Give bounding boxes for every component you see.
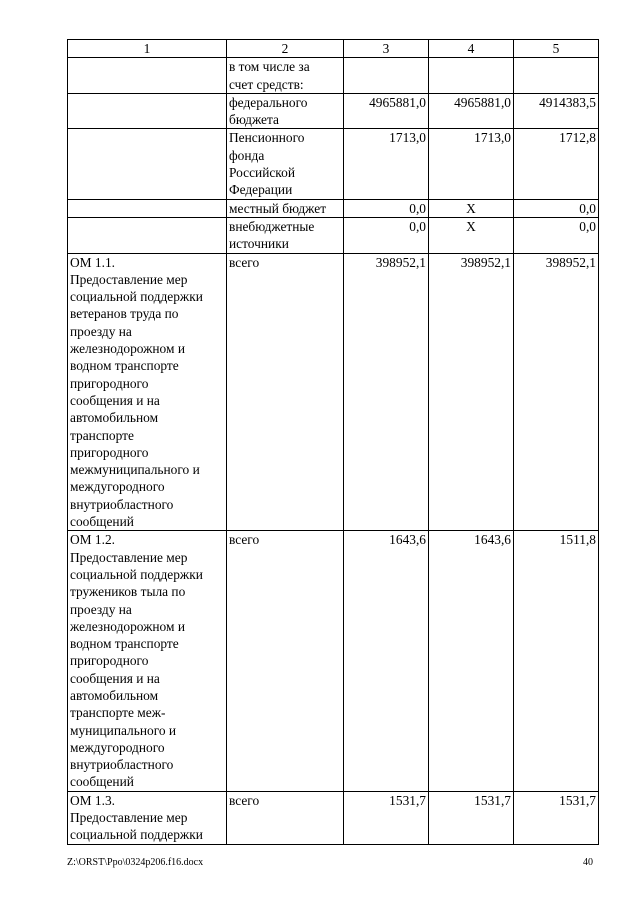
cell-value-col3: 1713,0 <box>344 129 429 199</box>
cell-text-line: муниципального и <box>70 722 177 738</box>
cell-text-line: сообщения и на <box>70 670 160 686</box>
cell-text-line: ветеранов труда по <box>70 306 179 322</box>
footer-page-number: 40 <box>583 857 593 868</box>
cell-value-col4: 4965881,0 <box>429 93 514 129</box>
cell-text-line: автомобильном <box>70 687 159 703</box>
cell-text-line: междугородного <box>70 739 165 755</box>
cell-value-col3: 4965881,0 <box>344 93 429 129</box>
cell-value-col4: 1643,6 <box>429 531 514 791</box>
cell-text-line: внутриобластного <box>70 757 174 773</box>
table-body <box>68 58 599 844</box>
table-row <box>68 531 599 791</box>
cell-text-line: сообщений <box>70 514 134 530</box>
cell-text-line: Пенсионного <box>229 130 305 146</box>
cell-value-col5: 1531,7 <box>514 791 599 844</box>
header-row <box>68 40 599 58</box>
cell-text-line: внебюджетные <box>229 218 315 234</box>
cell-value-col4: 1531,7 <box>429 791 514 844</box>
cell-text-line: сообщений <box>70 774 134 790</box>
table-row <box>68 217 599 253</box>
cell-text-line: железнодорожном и <box>70 618 185 634</box>
cell-text-line: социальной поддержки <box>70 566 203 582</box>
cell-text-line: автомобильном <box>70 410 159 426</box>
cell-text-line: пригородного <box>70 375 149 391</box>
cell-text-line: Предоставление мер <box>70 271 188 287</box>
cell-value-col3: 0,0 <box>344 199 429 217</box>
header-cell-3: 3 <box>344 40 429 58</box>
cell-value-col3 <box>344 58 429 94</box>
cell-text-line: Предоставление мер <box>70 549 188 565</box>
header-cell-1: 1 <box>68 40 227 58</box>
cell-text-line: Федерации <box>229 182 293 198</box>
header-cell-5: 5 <box>514 40 599 58</box>
cell-text-line: Предоставление мер <box>70 810 188 826</box>
cell-measure-name <box>68 93 227 129</box>
cell-text-line: проезду на <box>70 323 132 339</box>
cell-funding-source <box>227 531 344 791</box>
header-cell-2: 2 <box>227 40 344 58</box>
table-row <box>68 199 599 217</box>
cell-funding-source <box>227 199 344 217</box>
cell-value-col5: 0,0 <box>514 199 599 217</box>
cell-text-line: пригородного <box>70 444 149 460</box>
cell-text-line: ОМ 1.2. <box>70 532 116 548</box>
cell-text-line: источники <box>229 236 289 252</box>
cell-text-line: тружеников тыла по <box>70 584 186 600</box>
cell-value-col4 <box>429 58 514 94</box>
cell-text-line: ОМ 1.1. <box>70 254 116 270</box>
cell-text-line: сообщения и на <box>70 392 160 408</box>
cell-text-line: транспорте меж- <box>70 705 166 721</box>
cell-funding-source <box>227 791 344 844</box>
cell-text-line: водном транспорте <box>70 636 179 652</box>
cell-text-line: пригородного <box>70 653 149 669</box>
cell-measure-name <box>68 199 227 217</box>
cell-text-line: социальной поддержки <box>70 827 203 843</box>
footer-file-path: Z:\ORST\Ppo\0324p206.f16.docx <box>67 857 204 868</box>
cell-funding-source <box>227 58 344 94</box>
cell-value-col5 <box>514 58 599 94</box>
table-row <box>68 129 599 199</box>
cell-value-col3: 1531,7 <box>344 791 429 844</box>
cell-text-line: счет средств: <box>229 76 304 92</box>
cell-value-col5: 4914383,5 <box>514 93 599 129</box>
cell-text-line: всего <box>229 532 260 548</box>
table-row <box>68 58 599 94</box>
cell-value-col5: 0,0 <box>514 217 599 253</box>
cell-text-line: бюджета <box>229 112 279 128</box>
table-row <box>68 791 599 844</box>
cell-value-col3: 398952,1 <box>344 253 429 531</box>
cell-text-line: транспорте <box>70 427 134 443</box>
cell-text-line: социальной поддержки <box>70 289 203 305</box>
cell-measure-name <box>68 58 227 94</box>
cell-text-line: Российской <box>229 165 295 181</box>
cell-value-col3: 1643,6 <box>344 531 429 791</box>
cell-text-line: всего <box>229 254 260 270</box>
cell-measure-name <box>68 253 227 531</box>
cell-measure-name <box>68 531 227 791</box>
cell-text-line: фонда <box>229 147 265 163</box>
cell-value-col5: 398952,1 <box>514 253 599 531</box>
cell-text-line: местный бюджет <box>229 200 327 216</box>
cell-text-line: федерального <box>229 94 308 110</box>
data-table <box>67 39 599 845</box>
cell-funding-source <box>227 93 344 129</box>
cell-text-line: межмуниципального и <box>70 462 200 478</box>
table-row <box>68 93 599 129</box>
header-cell-4: 4 <box>429 40 514 58</box>
cell-value-col4: X <box>429 199 514 217</box>
cell-value-col5: 1511,8 <box>514 531 599 791</box>
cell-text-line: проезду на <box>70 601 132 617</box>
cell-value-col3: 0,0 <box>344 217 429 253</box>
cell-text-line: всего <box>229 792 260 808</box>
cell-text-line: междугородного <box>70 479 165 495</box>
cell-measure-name <box>68 791 227 844</box>
cell-funding-source <box>227 217 344 253</box>
cell-text-line: в том числе за <box>229 59 310 75</box>
table-row <box>68 253 599 531</box>
cell-text-line: железнодорожном и <box>70 341 185 357</box>
cell-text-line: ОМ 1.3. <box>70 792 116 808</box>
cell-funding-source <box>227 129 344 199</box>
cell-text-line: водном транспорте <box>70 358 179 374</box>
cell-value-col4: X <box>429 217 514 253</box>
cell-value-col4: 1713,0 <box>429 129 514 199</box>
cell-funding-source <box>227 253 344 531</box>
cell-value-col5: 1712,8 <box>514 129 599 199</box>
cell-value-col4: 398952,1 <box>429 253 514 531</box>
cell-text-line: внутриобластного <box>70 496 174 512</box>
cell-measure-name <box>68 217 227 253</box>
cell-measure-name <box>68 129 227 199</box>
